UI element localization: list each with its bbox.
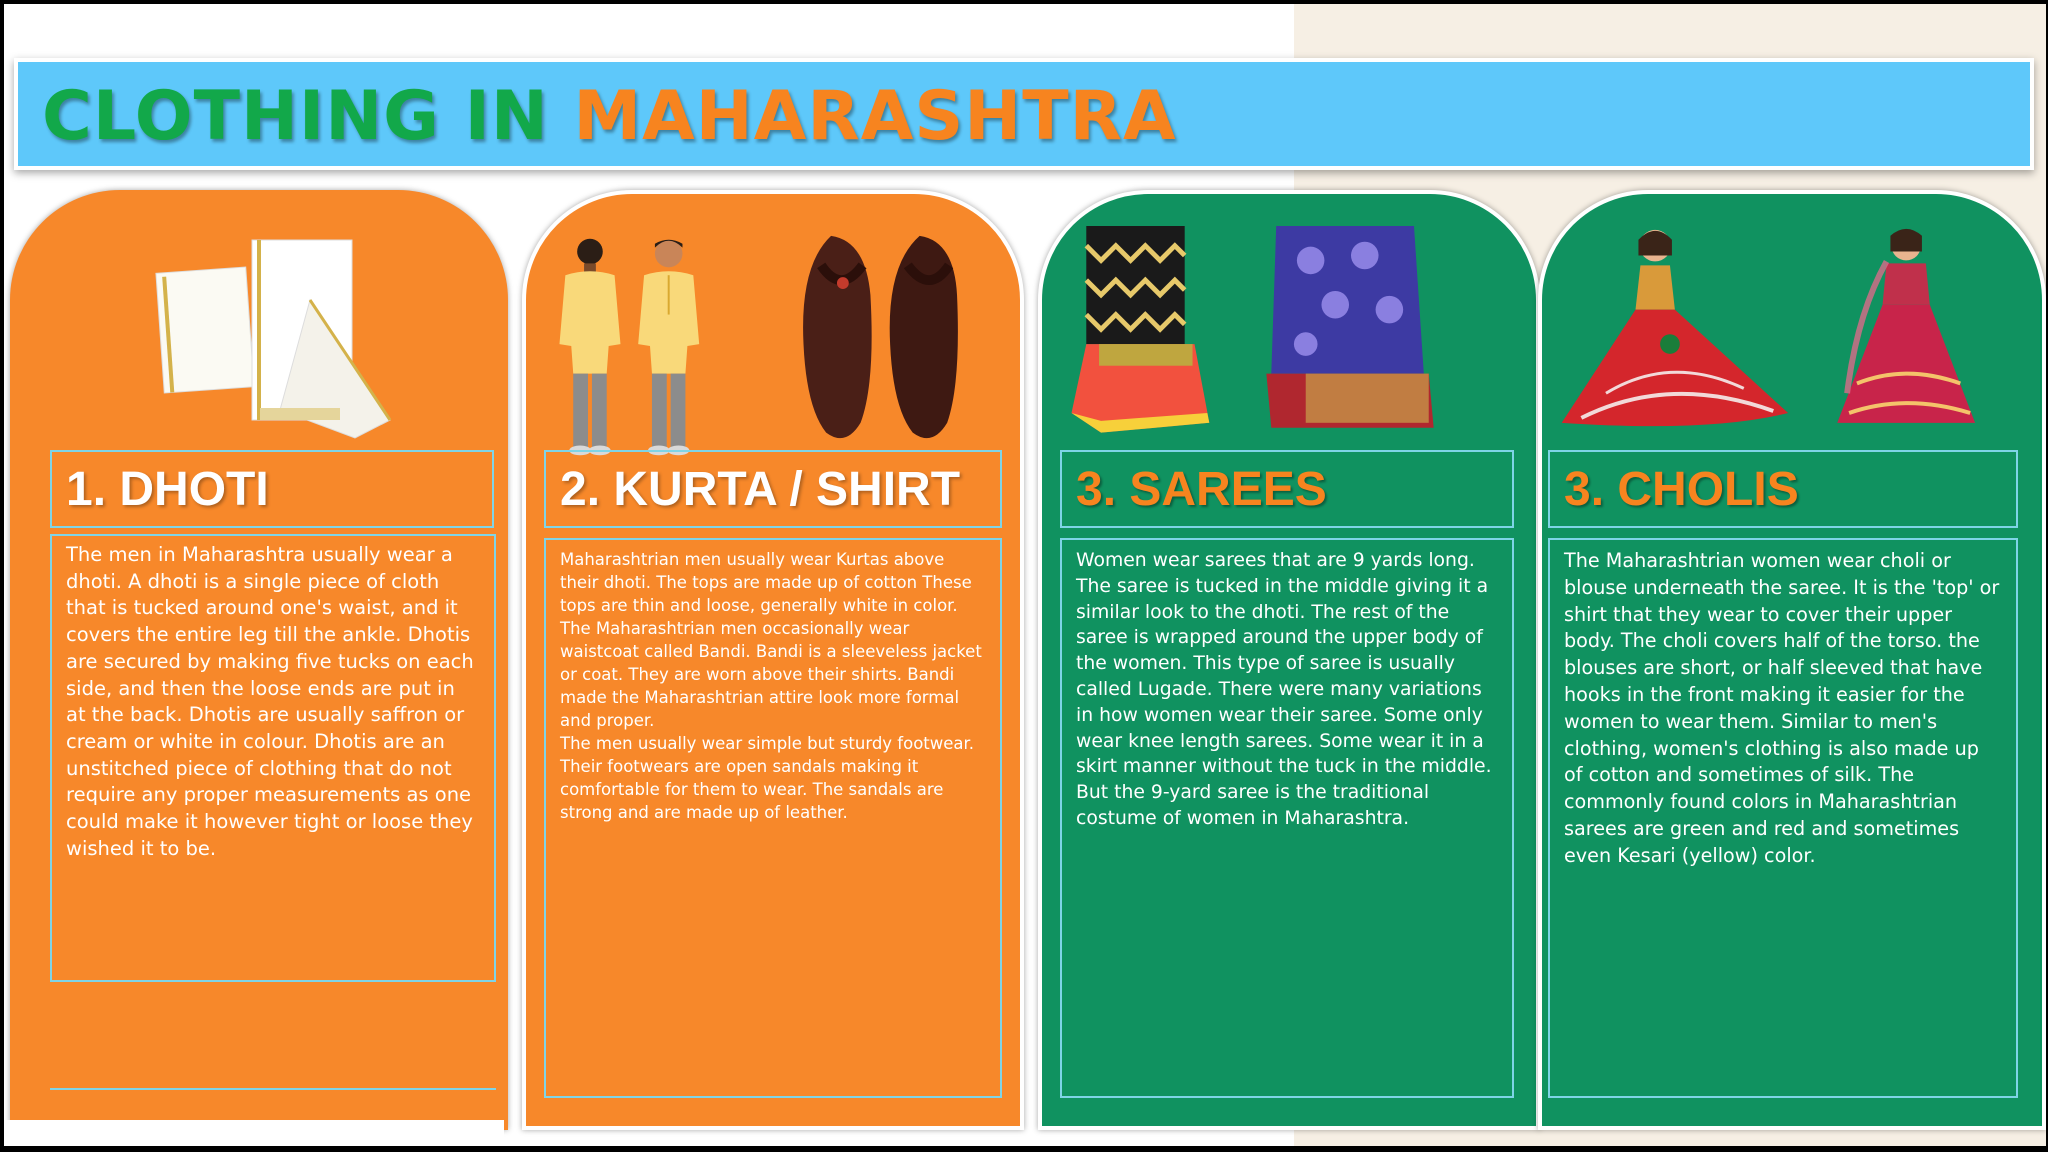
cholis-heading-box — [1548, 450, 2018, 528]
cholis-text: The Maharashtrian women wear choli or blouse underneath the saree. It is the 'top' or shirt that they wear to cover their upper body. The choli covers half of the torso. the blouses are short, or half sleeved that have hooks in the front making it easier for the women to wear them. Similar to men's clothing, women's clothing is also made up of cotton and sometimes of silk. The commonly found colors in Maharashtrian sarees are green and red and sometimes even Kesari (yellow) color. — [1564, 549, 2000, 867]
card-kurta — [522, 190, 1024, 1130]
kurta-and-sandals-icon — [526, 224, 1020, 474]
title-part-2: MAHARASHTRA — [573, 77, 1177, 156]
dhoti-heading-box — [50, 450, 494, 528]
title-bar — [14, 58, 2034, 170]
dhoti-text: The men in Maharashtra usually wear a dhoti. A dhoti is a single piece of cloth that is tucked around one's waist, and it covers the entire leg till the ankle. Dhotis are secured by making five tucks on each side, and then the loose ends are put in at the back. Dhotis are usually saffron or cream or white in colour. Dhotis are an unstitched piece of clothing that do not require any proper measurements as one could make it however tight or loose they wished it to be. — [66, 543, 474, 860]
divider — [50, 1088, 496, 1090]
dhoti-icon — [10, 220, 508, 470]
cholis-description — [1548, 538, 2018, 1098]
kurta-heading: 2. KURTA / SHIRT — [560, 463, 961, 516]
card-cholis — [1538, 190, 2046, 1130]
card-sarees — [1038, 190, 1540, 1130]
saree-fabric-icon — [1042, 224, 1536, 474]
kurta-paragraph: The Maharashtrian men occasionally wear waistcoat called Bandi. Bandi is a sleeveless jacket or coat. They are worn above their shirts. Bandi made the Maharashtrian attire look more formal and proper. — [560, 619, 982, 730]
bottom-strip — [4, 1120, 504, 1146]
dhoti-description — [50, 534, 496, 982]
cholis-heading: 3. CHOLIS — [1564, 463, 1799, 516]
slide — [4, 4, 2046, 1146]
kurta-paragraph: The men usually wear simple but sturdy footwear. Their footwears are open sandals making it comfortable for them to wear. The sandals are strong and are made up of leather. — [560, 734, 975, 822]
choli-lehenga-icon — [1542, 224, 2042, 474]
title-part-1: CLOTHING IN — [42, 77, 549, 156]
kurta-heading-box — [544, 450, 1002, 528]
page-title — [42, 72, 1177, 162]
kurta-paragraph: Maharashtrian men usually wear Kurtas above their dhoti. The tops are made up of cotton These tops are thin and loose, generally white in color. — [560, 550, 972, 615]
sarees-heading: 3. SAREES — [1076, 463, 1327, 516]
sarees-description — [1060, 538, 1514, 1098]
sarees-text: Women wear sarees that are 9 yards long. The saree is tucked in the middle giving it a similar look to the dhoti. The rest of the saree is wrapped around the upper body of the women. This type of saree is usually called Lugade. There were many variations in how women wear their saree. Some only wear knee length sarees. Some wear it in a skirt manner without the tuck in the middle. But the 9-yard saree is the traditional costume of women in Maharashtra. — [1076, 550, 1492, 829]
kurta-description — [544, 538, 1002, 1098]
sarees-heading-box — [1060, 450, 1514, 528]
card-dhoti — [10, 190, 508, 1130]
dhoti-heading: 1. DHOTI — [66, 463, 269, 516]
